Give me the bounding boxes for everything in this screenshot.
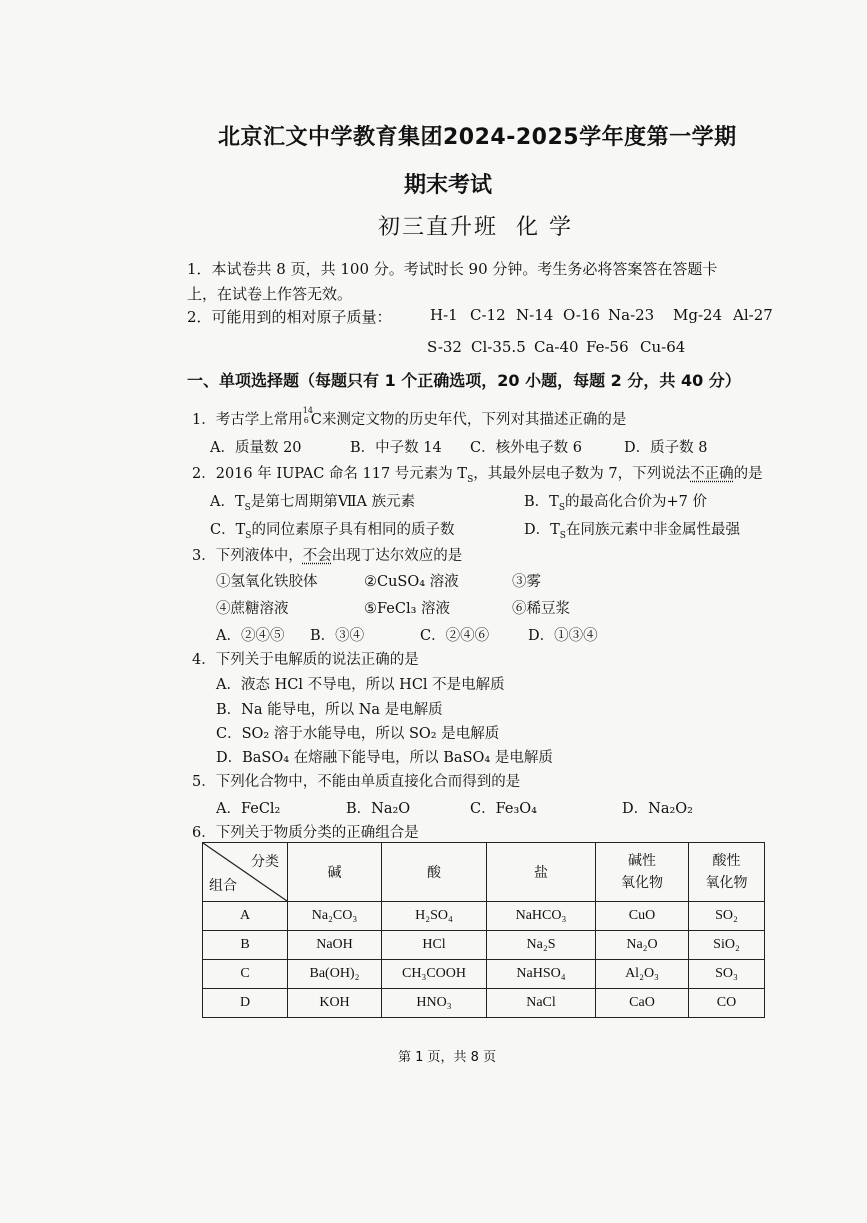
- table-row: [203, 902, 765, 931]
- question-5-stem: 5．下列化合物中，不能由单质直接化合而得到的是: [192, 774, 521, 790]
- header-base: 碱: [288, 843, 382, 902]
- q2-opt-c-pre: C．T: [210, 522, 246, 538]
- row-label: B: [203, 931, 288, 960]
- row-label: D: [203, 989, 288, 1018]
- table-cell: Na₂S: [487, 931, 596, 960]
- instruction-line-1: 1．本试卷共 8 页，共 100 分。考试时长 90 分钟。考生务必将答案答在答题卡: [187, 260, 718, 278]
- q2-opt-a-sub: S: [244, 502, 251, 513]
- isotope-notation: [302, 406, 313, 425]
- table-cell: HCl: [382, 931, 487, 960]
- atomic-mass-item: Cu-64: [640, 338, 686, 356]
- header-acidic-oxide: 酸性 氧化物: [689, 843, 765, 902]
- atomic-mass-item: Fe-56: [586, 338, 629, 356]
- table-header-row: [203, 843, 765, 902]
- q2-opt-d-sub: S: [559, 530, 566, 541]
- q5-option-d: D．Na₂O₂: [622, 801, 693, 817]
- q3-item-2: ②CuSO₄ 溶液: [364, 574, 459, 590]
- q2-opt-b-pre: B．T: [524, 494, 559, 510]
- q1-stem-pre: 1．考古学上常用: [192, 412, 303, 428]
- q1-stem-post: 来测定文物的历史年代，下列对其描述正确的是: [321, 412, 627, 428]
- question-1-stem: [192, 408, 626, 429]
- header-basic-oxide: 碱性 氧化物: [596, 843, 689, 902]
- table-cell: SO₃: [689, 960, 765, 989]
- atomic-mass-item: N-14: [516, 306, 554, 324]
- exam-subtitle: 期末考试: [404, 173, 493, 198]
- table-corner-cell: [203, 843, 288, 902]
- question-6-stem: 6．下列关于物质分类的正确组合是: [192, 825, 419, 841]
- table-cell: SiO₂: [689, 931, 765, 960]
- atomic-mass-item: Na-23: [608, 306, 655, 324]
- q3-option-a: A．②④⑤: [216, 628, 285, 644]
- table-row: [203, 989, 765, 1018]
- q3-negation: 不会: [302, 548, 332, 564]
- atomic-mass-item: Ca-40: [534, 338, 579, 356]
- q3-item-1: ①氢氧化铁胶体: [216, 574, 318, 590]
- table-cell: Na₂CO₃: [288, 902, 382, 931]
- instruction-line-2: 上，在试卷上作答无效。: [187, 285, 353, 303]
- atomic-mass-item: C-12: [470, 306, 506, 324]
- table-cell: CuO: [596, 902, 689, 931]
- section-title: 一、单项选择题（每题只有 1 个正确选项，20 小题，每题 2 分，共 40 分）: [187, 371, 741, 390]
- table-cell: NaHCO₃: [487, 902, 596, 931]
- table-cell: CO: [689, 989, 765, 1018]
- q2-option-a: [210, 490, 415, 513]
- atomic-mass-item: Cl-35.5: [471, 338, 526, 356]
- q4-option-a: A．液态 HCl 不导电，所以 HCl 不是电解质: [216, 677, 505, 693]
- q2-opt-c-text: 的同位素原子具有相同的质子数: [251, 522, 455, 538]
- q2-opt-a-text: 是第七周期第ⅦA 族元素: [250, 494, 416, 510]
- table-cell: Na₂O: [596, 931, 689, 960]
- table-cell: Al₂O₃: [596, 960, 689, 989]
- q3-item-6: ⑥稀豆浆: [512, 601, 570, 617]
- q3-option-c: C．②④⑥: [420, 628, 490, 644]
- table-row: [203, 960, 765, 989]
- table-row: [203, 931, 765, 960]
- q3-item-3: ③雾: [512, 574, 541, 590]
- q2-sub: S: [467, 474, 474, 485]
- q4-option-b: B．Na 能导电，所以 Na 是电解质: [216, 702, 443, 718]
- q5-option-b: B．Na₂O: [346, 801, 411, 817]
- isotope-symbol: C: [310, 412, 322, 428]
- q2-option-b: [524, 490, 707, 513]
- page-footer: 第 1 页，共 8 页: [398, 1050, 497, 1065]
- table-cell: CaO: [596, 989, 689, 1018]
- atomic-mass-item: O-16: [563, 306, 601, 324]
- q1-option-c: C．核外电子数 6: [470, 440, 582, 456]
- table-cell: Ba(OH)₂: [288, 960, 382, 989]
- question-2-stem: [192, 462, 763, 485]
- q2-option-c: [210, 518, 454, 541]
- q2-opt-b-text: 的最高化合价为+7 价: [565, 494, 707, 510]
- q2-stem-c: 的是: [733, 466, 763, 482]
- atomic-mass-item: Al-27: [733, 306, 773, 324]
- header-salt: 盐: [487, 843, 596, 902]
- table-cell: NaCl: [487, 989, 596, 1018]
- isotope-number: 6: [303, 416, 309, 425]
- subject-name: 化 学: [516, 215, 573, 240]
- corner-top-label: 分类: [251, 854, 279, 870]
- q5-option-c: C．Fe₃O₄: [470, 801, 537, 817]
- q3-item-5: ⑤FeCl₃ 溶液: [364, 601, 451, 617]
- table-cell: NaHSO₄: [487, 960, 596, 989]
- class-name: 初三直升班: [378, 215, 499, 240]
- q1-option-d: D．质子数 8: [624, 440, 708, 456]
- q2-opt-b-sub: S: [558, 502, 565, 513]
- q3-item-4: ④蔗糖溶液: [216, 601, 289, 617]
- row-label: A: [203, 902, 288, 931]
- table-cell: HNO₃: [382, 989, 487, 1018]
- atomic-mass-item: S-32: [427, 338, 462, 356]
- corner-bottom-label: 组合: [209, 878, 237, 894]
- atomic-mass-item: Mg-24: [673, 306, 723, 324]
- classification-table: [202, 842, 765, 1018]
- table-cell: KOH: [288, 989, 382, 1018]
- instruction-line-3: 2．可能用到的相对原子质量：: [187, 308, 392, 326]
- q3-option-b: B．③④: [310, 628, 365, 644]
- q5-option-a: A．FeCl₂: [216, 801, 281, 817]
- q2-opt-d-pre: D．T: [524, 522, 560, 538]
- q2-opt-a-pre: A．T: [210, 494, 245, 510]
- table-cell: H₂SO₄: [382, 902, 487, 931]
- q2-option-d: [524, 518, 740, 541]
- row-label: C: [203, 960, 288, 989]
- isotope-mass: 14: [302, 406, 313, 415]
- q3-stem-b: 出现丁达尔效应的是: [331, 548, 463, 564]
- table-cell: SO₂: [689, 902, 765, 931]
- q2-stem-b: ，其最外层电子数为 7，下列说法: [473, 466, 691, 482]
- table-cell: CH₃COOH: [382, 960, 487, 989]
- q3-stem-a: 3．下列液体中，: [192, 548, 303, 564]
- q1-option-b: B．中子数 14: [350, 440, 442, 456]
- atomic-mass-item: H-1: [430, 306, 458, 324]
- exam-title: 北京汇文中学教育集团2024-2025学年度第一学期: [218, 125, 737, 150]
- q2-opt-d-text: 在同族元素中非金属性最强: [565, 522, 740, 538]
- q4-option-d: D．BaSO₄ 在熔融下能导电，所以 BaSO₄ 是电解质: [216, 750, 553, 766]
- q2-opt-c-sub: S: [245, 530, 252, 541]
- q4-option-c: C．SO₂ 溶于水能导电，所以 SO₂ 是电解质: [216, 726, 500, 742]
- q1-option-a: A．质量数 20: [210, 440, 302, 456]
- q3-option-d: D．①③④: [528, 628, 598, 644]
- question-4-stem: 4．下列关于电解质的说法正确的是: [192, 652, 419, 668]
- q2-stem-a: 2．2016 年 IUPAC 命名 117 号元素为 T: [192, 466, 468, 482]
- table-cell: NaOH: [288, 931, 382, 960]
- question-3-stem: [192, 544, 462, 565]
- header-acid: 酸: [382, 843, 487, 902]
- q2-negation: 不正确: [690, 466, 734, 482]
